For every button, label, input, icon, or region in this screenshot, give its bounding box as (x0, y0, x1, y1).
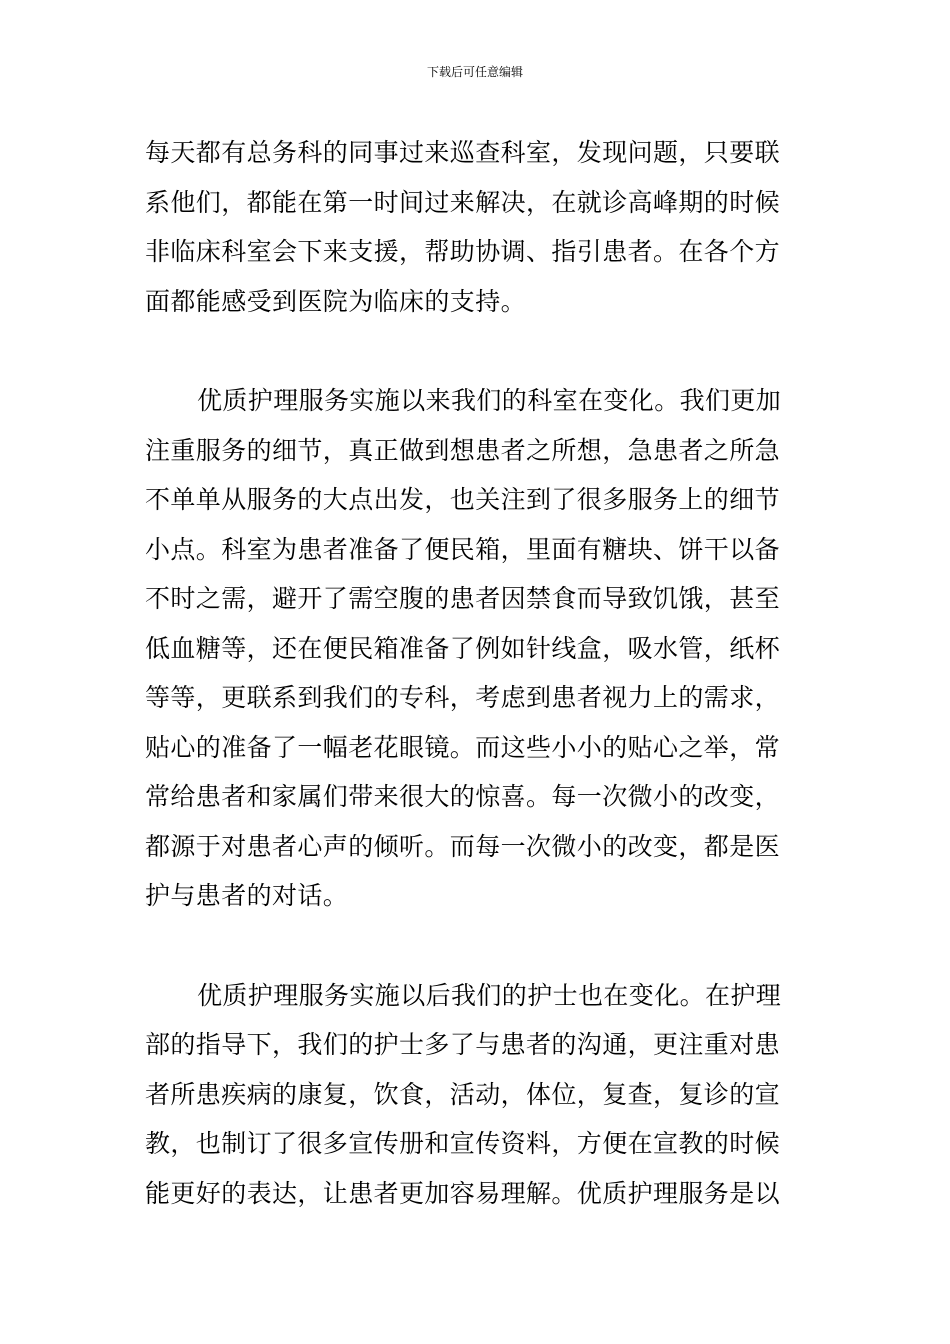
paragraph-3 (145, 971, 809, 1219)
text-line: 面都能感受到医院为临床的支持。 (145, 286, 527, 316)
paragraph-1 (145, 128, 809, 326)
paragraph-gap (145, 921, 809, 971)
text-line: 常给患者和家属们带来很大的惊喜。每一次微小的改变， (145, 782, 781, 811)
paragraph-gap (145, 326, 809, 376)
text-line: 非临床科室会下来支援，帮助协调、指引患者。在各个方 (145, 237, 781, 266)
text-line-indented: 优质护理服务实施以后我们的护士也在变化。在护理 (197, 980, 782, 1010)
text-line: 教，也制订了很多宣传册和宣传资料，方便在宣教的时候 (145, 1129, 781, 1158)
text-line: 每天都有总务科的同事过来巡查科室，发现问题，只要联 (145, 138, 781, 167)
text-line: 者所患疾病的康复，饮食，活动，体位，复查，复诊的宣 (145, 1079, 781, 1109)
text-line: 等等，更联系到我们的专科，考虑到患者视力上的需求， (145, 683, 781, 712)
text-line: 注重服务的细节，真正做到想患者之所想，急患者之所急 (145, 435, 781, 465)
text-line: 部的指导下，我们的护士多了与患者的沟通，更注重对患 (145, 1030, 781, 1059)
document-body (145, 128, 809, 1218)
text-line: 低血糖等，还在便民箱准备了例如针线盒，吸水管，纸杯 (145, 633, 781, 663)
text-line: 不时之需，避开了需空腹的患者因禁食而导致饥饿，甚至 (145, 584, 781, 613)
text-line: 小点。科室为患者准备了便民箱，里面有糖块、饼干以备 (145, 534, 781, 564)
download-editable-note: 下载后可任意编辑 (426, 65, 523, 79)
paragraph-2 (145, 376, 809, 921)
text-line: 贴心的准备了一幅老花眼镜。而这些小小的贴心之举，常 (145, 732, 781, 762)
text-line: 护与患者的对话。 (145, 881, 349, 910)
text-line: 系他们，都能在第一时间过来解决，在就诊高峰期的时候 (145, 187, 781, 217)
text-line: 都源于对患者心声的倾听。而每一次微小的改变，都是医 (145, 831, 781, 861)
text-line: 能更好的表达，让患者更加容易理解。优质护理服务是以 (145, 1178, 781, 1208)
text-line: 不单单从服务的大点出发，也关注到了很多服务上的细节 (145, 485, 781, 514)
text-line-indented: 优质护理服务实施以来我们的科室在变化。我们更加 (197, 386, 782, 415)
